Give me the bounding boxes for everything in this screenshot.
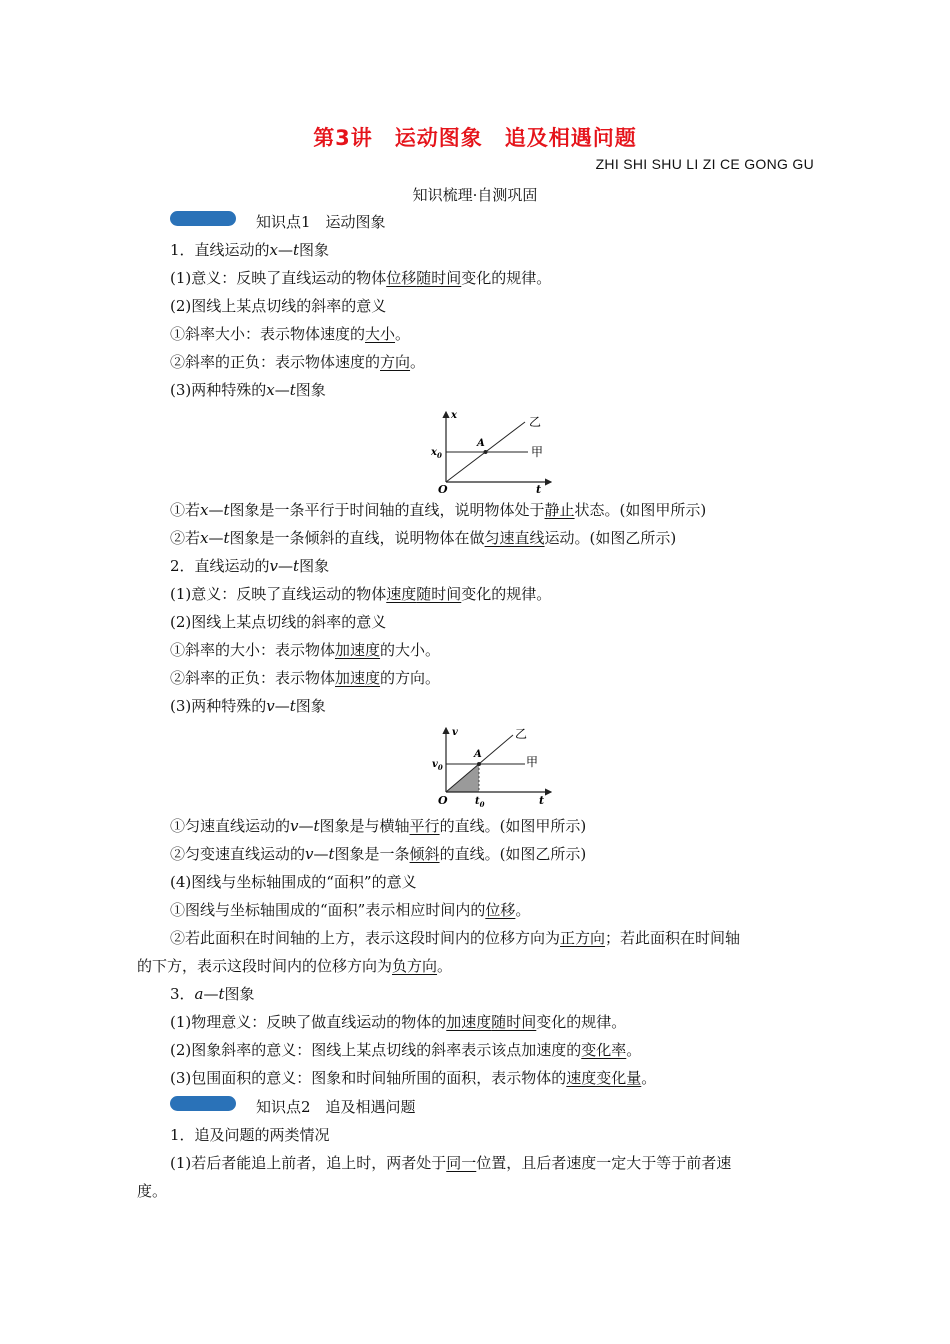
page-title: 第3讲 运动图象 追及相遇问题 (313, 126, 637, 150)
v-t-graph (425, 724, 565, 810)
section-2-p4: ②斜率的正负：表示物体加速度的方向。 (170, 669, 441, 687)
section-2-p6: ①匀速直线运动的v—t图象是与横轴平行的直线。(如图甲所示) (170, 817, 587, 835)
v-t-y-axis-label: v (452, 727, 458, 738)
section-2-p2: (2)图线上某点切线的斜率的意义 (170, 613, 387, 631)
x-t-point-a (484, 450, 488, 454)
x-t-origin-label: O (438, 483, 448, 494)
section-2-p10: ②若此面积在时间轴的上方，表示这段时间内的位移方向为正方向；若此面积在时间轴 (170, 929, 741, 947)
section-3-p1: (1)物理意义：反映了做直线运动的物体的加速度随时间变化的规律。 (170, 1013, 627, 1031)
section-2-p11: 的下方，表示这段时间内的位移方向为负方向。 (137, 957, 453, 975)
v-t-t0-label: $t_0$ (475, 796, 485, 809)
x-t-x-axis-label: t (536, 483, 542, 494)
section-4-heading: 1．追及问题的两类情况 (170, 1126, 330, 1144)
section-2-p5: (3)两种特殊的v—t图象 (170, 697, 326, 715)
section-2-p1: (1)意义：反映了直线运动的物体速度随时间变化的规律。 (170, 585, 552, 603)
x-t-x0-label: $x_0$ (431, 447, 442, 460)
section-2-p9: ①图线与坐标轴围成的“面积”表示相应时间内的位移。 (170, 901, 531, 919)
knowledge-point-bar (170, 1096, 236, 1111)
section-1-p3: ①斜率大小：表示物体速度的大小。 (170, 325, 411, 343)
x-t-graph (425, 408, 565, 494)
section-2-p8: (4)图线与坐标轴围成的“面积”的意义 (170, 873, 417, 891)
v-t-x-axis-label: t (539, 794, 545, 807)
section-1-p1: (1)意义：反映了直线运动的物体位移随时间变化的规律。 (170, 269, 552, 287)
section-1-p5: (3)两种特殊的x—t图象 (170, 381, 326, 399)
knowledge-point-1-label: 知识点1 运动图象 (256, 213, 386, 231)
x-t-line-jia-label: 甲 (531, 445, 544, 459)
section-4-p1: (1)若后者能追上前者，追上时，两者处于同一位置，且后者速度一定大于等于前者速 (170, 1154, 732, 1172)
section-2-heading: 2．直线运动的v—t图象 (170, 557, 330, 575)
section-2-p3: ①斜率的大小：表示物体加速度的大小。 (170, 641, 441, 659)
section-1-p2: (2)图线上某点切线的斜率的意义 (170, 297, 387, 315)
section-2-p7: ②匀变速直线运动的v—t图象是一条倾斜的直线。(如图乙所示) (170, 845, 587, 863)
x-t-line-yi-label: 乙 (529, 415, 542, 429)
section-1-p6: ①若x—t图象是一条平行于时间轴的直线，说明物体处于静止状态。(如图甲所示) (170, 501, 707, 519)
v-t-line-jia-label: 甲 (526, 755, 539, 769)
section-3-p3: (3)包围面积的意义：图象和时间轴所围的面积，表示物体的速度变化量。 (170, 1069, 657, 1087)
x-t-point-a-label: A (477, 438, 485, 449)
section-subheading: 知识梳理·自测巩固 (412, 186, 538, 204)
v-t-v0-label: $v_0$ (432, 759, 443, 772)
section-1-p4: ②斜率的正负：表示物体速度的方向。 (170, 353, 426, 371)
section-1-heading: 1．直线运动的x—t图象 (170, 241, 330, 259)
v-t-point-a (477, 762, 481, 766)
section-3-heading: 3．a—t图象 (170, 985, 255, 1003)
v-t-line-yi-label: 乙 (515, 727, 528, 741)
section-3-p2: (2)图象斜率的意义：图线上某点切线的斜率表示该点加速度的变化率。 (170, 1041, 642, 1059)
v-t-point-a-label: A (474, 749, 482, 760)
section-1-p7: ②若x—t图象是一条倾斜的直线，说明物体在做匀速直线运动。(如图乙所示) (170, 529, 677, 547)
pinyin-caption: ZHI SHI SHU LI ZI CE GONG GU (595, 156, 814, 172)
v-t-origin-label: O (438, 794, 448, 807)
section-4-p2: 度。 (137, 1182, 168, 1200)
knowledge-point-bar (170, 211, 236, 226)
x-t-y-axis-label: x (451, 410, 457, 421)
knowledge-point-2-label: 知识点2 追及相遇问题 (256, 1098, 416, 1116)
